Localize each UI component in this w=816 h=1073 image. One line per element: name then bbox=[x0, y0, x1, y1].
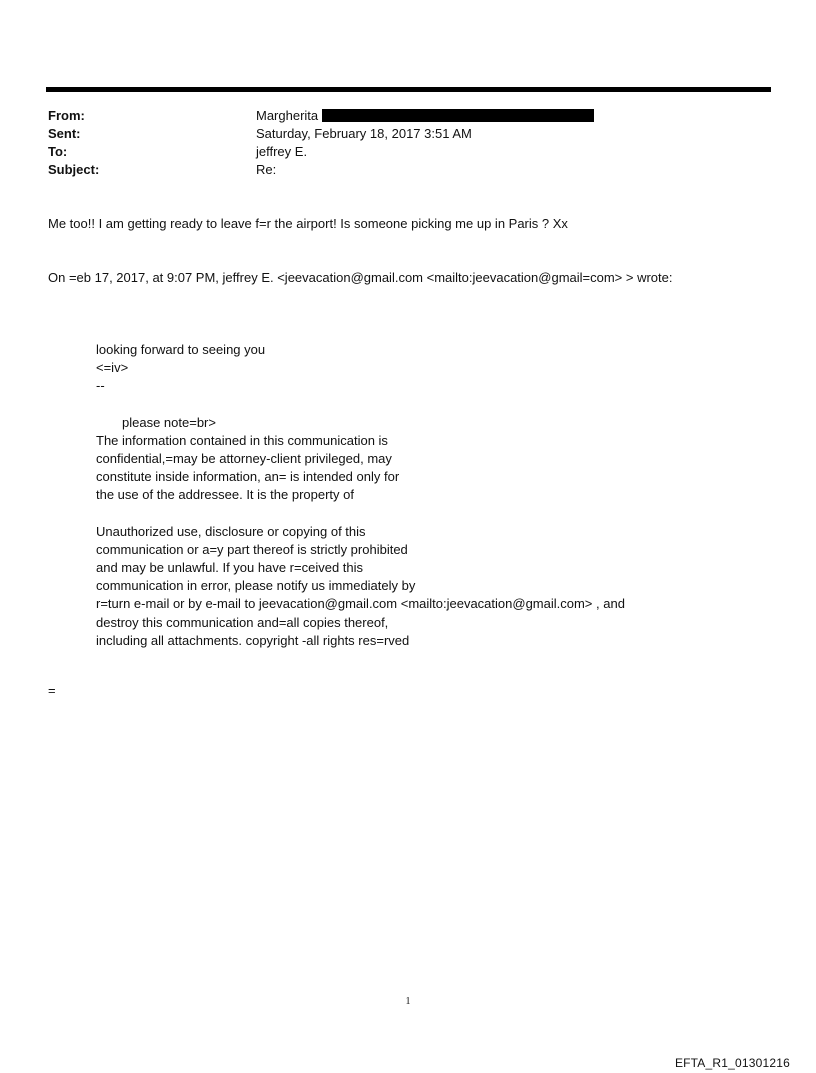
header-rule bbox=[46, 87, 771, 92]
sent-value: Saturday, February 18, 2017 3:51 AM bbox=[256, 126, 472, 141]
to-label: To: bbox=[48, 144, 68, 159]
disclaimer-line: constitute inside information, an= is intended only for bbox=[96, 469, 400, 485]
quoted-message bbox=[96, 341, 625, 650]
quoted-line: looking forward to seeing you bbox=[96, 342, 266, 357]
disclaimer-line: and may be unlawful. If you have r=ceived this bbox=[96, 560, 364, 576]
disclaimer-line: Unauthorized use, disclosure or copying of this bbox=[96, 523, 366, 539]
to-value: jeffrey E. bbox=[256, 144, 308, 159]
quoted-line: -- bbox=[96, 378, 105, 394]
disclaimer-line: The information contained in this communication is bbox=[96, 432, 388, 448]
sent-label: Sent: bbox=[48, 126, 81, 141]
subject-value: Re: bbox=[256, 162, 277, 177]
disclaimer-line: confidential,=may be attorney-client privileged, may bbox=[96, 451, 392, 467]
disclaimer-line: the use of the addressee. It is the property of bbox=[96, 487, 354, 503]
from-name: Margherita bbox=[256, 108, 319, 123]
quoted-note: please note=br> bbox=[122, 414, 216, 430]
subject-label: Subject: bbox=[48, 162, 100, 177]
quoted-line: <=iv> bbox=[96, 360, 129, 376]
disclaimer-line: destroy this communication and=all copies thereof, bbox=[96, 614, 389, 630]
from-value bbox=[256, 107, 594, 125]
bates-number: EFTA_R1_01301216 bbox=[674, 1056, 790, 1070]
trailer-text: = bbox=[48, 683, 56, 698]
disclaimer-line: including all attachments. copyright -all rights res=rved bbox=[96, 632, 410, 648]
from-label: From: bbox=[48, 108, 85, 123]
disclaimer-line: r=turn e-mail or by e-mail to jeevacation@gmail.com <mailto:jeevacation@gmail.com> , and bbox=[96, 596, 625, 612]
page-number: 1 bbox=[405, 996, 411, 1007]
redaction-block bbox=[322, 109, 594, 122]
disclaimer-line: communication in error, please notify us immediately by bbox=[96, 578, 416, 594]
reply-text: Me too!! I am getting ready to leave f=r the airport! Is someone picking me up in Paris ? Xx bbox=[48, 216, 568, 231]
disclaimer-line: communication or a=y part thereof is strictly prohibited bbox=[96, 541, 408, 557]
quote-intro: On =eb 17, 2017, at 9:07 PM, jeffrey E. <jeevacation@gmail.com <mailto:jeevacation@gmail=com> > wrote: bbox=[48, 270, 673, 285]
